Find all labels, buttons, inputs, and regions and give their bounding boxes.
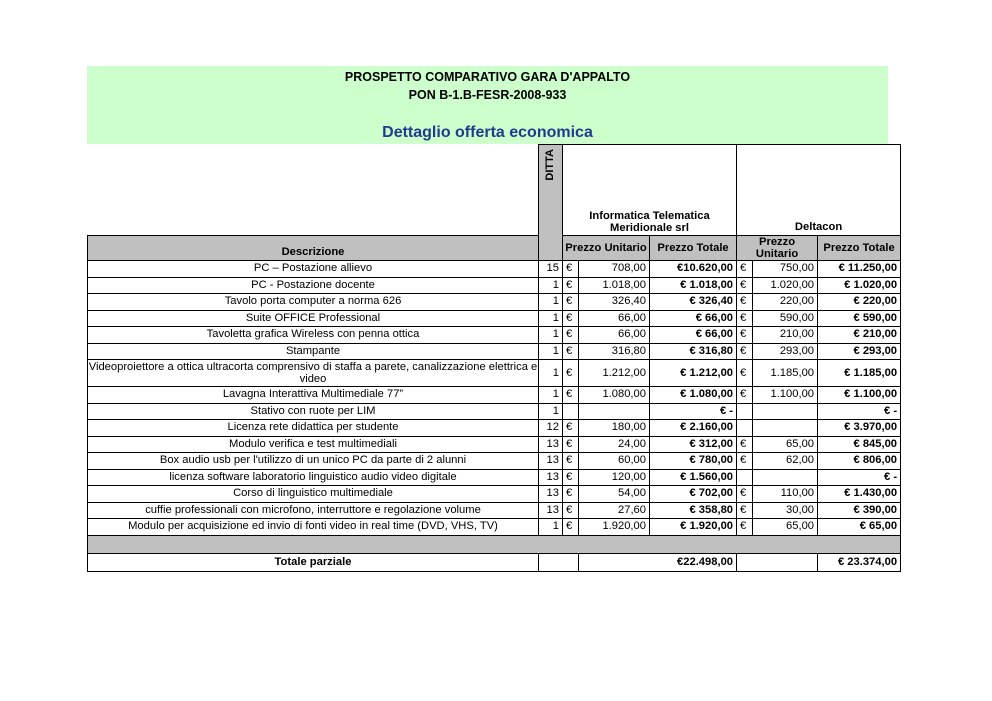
table-row [88,261,901,278]
c1-currency: € [563,387,579,404]
c1-currency: € [563,343,579,360]
c1-total-price: € 1.920,00 [650,519,737,536]
table-row [88,327,901,344]
c2-total-price: € 845,00 [818,436,901,453]
c2-total-price: € 1.185,00 [818,360,901,387]
c1-unit-price: 326,40 [579,294,650,311]
item-quantity: 1 [539,277,563,294]
item-quantity: 13 [539,453,563,470]
item-description: PC – Postazione allievo [88,261,539,278]
c1-unit-price: 1.920,00 [579,519,650,536]
c2-currency: € [737,310,753,327]
table-row [88,310,901,327]
c2-unit-price: 210,00 [753,327,818,344]
item-description: licenza software laboratorio linguistico audio video digitale [88,469,539,486]
item-quantity: 1 [539,403,563,420]
c2-currency: € [737,387,753,404]
item-quantity: 13 [539,469,563,486]
header-block [87,66,888,144]
c2-currency [737,469,753,486]
c1-currency: € [563,519,579,536]
c2-unit-price: 1.100,00 [753,387,818,404]
c1-unit-price: 180,00 [579,420,650,437]
c2-total-price: € 390,00 [818,502,901,519]
company1-header [563,145,737,236]
c2-unit-price: 750,00 [753,261,818,278]
c2-unit-price: 220,00 [753,294,818,311]
c1-total-price: € 66,00 [650,310,737,327]
c2-unit-price: 1.020,00 [753,277,818,294]
c1-total-price: € 1.018,00 [650,277,737,294]
c1-unit-price: 1.080,00 [579,387,650,404]
c2-unit-price: 1.185,00 [753,360,818,387]
c1-total-price: € 780,00 [650,453,737,470]
table-row [88,387,901,404]
item-quantity: 1 [539,310,563,327]
c2-currency: € [737,261,753,278]
c2-unit-price: 590,00 [753,310,818,327]
c1-unit-price: 27,60 [579,502,650,519]
item-description: Tavolo porta computer a norma 626 [88,294,539,311]
item-quantity: 1 [539,387,563,404]
c2-grand-total: € 23.374,00 [818,553,901,571]
c1-currency: € [563,261,579,278]
c1-currency: € [563,277,579,294]
c1-total-price: € 2.160,00 [650,420,737,437]
c1-currency: € [563,327,579,344]
c2-currency: € [737,327,753,344]
c1-unit-price: 1.212,00 [579,360,650,387]
item-description: PC - Postazione docente [88,277,539,294]
c2-currency: € [737,277,753,294]
c2-currency: € [737,453,753,470]
table-row [88,519,901,536]
c2-total-price: € 1.430,00 [818,486,901,503]
c1-currency: € [563,469,579,486]
item-description: Videoproiettore a ottica ultracorta comprensivo di staffa a parete, canalizzazione elettrica e video [88,361,538,385]
c2-total-price: € 220,00 [818,294,901,311]
c1-currency: € [563,486,579,503]
c1-total-price: € 326,40 [650,294,737,311]
c1-total-price: €10.620,00 [650,261,737,278]
c1-grand-total: €22.498,00 [579,553,737,571]
table-row [88,502,901,519]
totals-spacer [737,553,818,571]
c1-currency: € [563,502,579,519]
item-description: Licenza rete didattica per studente [88,420,539,437]
item-quantity: 13 [539,502,563,519]
totals-spacer [539,553,579,571]
totals-row [88,553,901,571]
item-description: Stampante [88,343,539,360]
company2-header [737,145,901,236]
c2-currency [737,420,753,437]
c2-currency: € [737,436,753,453]
c2-total-price: € 806,00 [818,453,901,470]
c2-currency: € [737,502,753,519]
table-row [88,360,901,387]
company1-name: Informatica Telematica Meridionale srl [589,210,710,234]
table-row [88,469,901,486]
c1-unit-price: 66,00 [579,310,650,327]
item-description: Box audio usb per l'utilizzo di un unico PC da parte di 2 alunni [88,453,539,470]
c2-unit-price: 65,00 [753,519,818,536]
page-title: PROSPETTO COMPARATIVO GARA D'APPALTO [344,70,631,84]
company2-name: Deltacon [794,221,843,233]
c1-currency: € [563,436,579,453]
c1-total-price: € 316,80 [650,343,737,360]
page-subtitle: PON B-1.B-FESR-2008-933 [408,88,567,102]
c1-currency: € [563,453,579,470]
c2-unit-price [753,420,818,437]
c1-currency [563,403,579,420]
item-quantity: 12 [539,420,563,437]
c2-total-price: € 11.250,00 [818,261,901,278]
table-row [88,294,901,311]
c1-unit-price: 54,00 [579,486,650,503]
c1-total-price: € - [650,403,737,420]
item-description: Stativo con ruote per LIM [88,403,539,420]
c1-unit-price: 120,00 [579,469,650,486]
c1-unit-price: 24,00 [579,436,650,453]
item-quantity: 15 [539,261,563,278]
c1-currency: € [563,420,579,437]
c2-currency: € [737,294,753,311]
table-row [88,436,901,453]
item-description: Modulo verifica e test multimediali [88,436,539,453]
c2-unit-price [753,469,818,486]
table-row [88,343,901,360]
c1-currency: € [563,360,579,387]
table-row [88,486,901,503]
spreadsheet [87,66,898,572]
c1-unit-price: 708,00 [579,261,650,278]
c1-total-price: € 358,80 [650,502,737,519]
c1-unit-price: 316,80 [579,343,650,360]
c1-total-price: € 66,00 [650,327,737,344]
c1-total-header: Prezzo Totale [650,236,737,261]
c2-total-price: € 1.020,00 [818,277,901,294]
c1-total-price: € 702,00 [650,486,737,503]
c2-total-header: Prezzo Totale [818,236,901,261]
c2-total-price: € 293,00 [818,343,901,360]
c2-total-price: € 590,00 [818,310,901,327]
c2-unit-price: 30,00 [753,502,818,519]
item-quantity: 1 [539,294,563,311]
item-quantity: 13 [539,486,563,503]
c2-unit-price: 110,00 [753,486,818,503]
c2-currency: € [737,360,753,387]
c1-total-price: € 1.212,00 [650,360,737,387]
item-quantity: 1 [539,519,563,536]
ditta-label: DITTA [544,149,556,181]
separator-row [88,535,901,553]
c2-currency: € [737,519,753,536]
item-description: Tavoletta grafica Wireless con penna ottica [88,327,539,344]
description-header: Descrizione [88,236,539,261]
c2-total-price: € - [818,469,901,486]
item-description: Suite OFFICE Professional [88,310,539,327]
item-quantity: 1 [539,327,563,344]
ditta-header [539,145,563,261]
c1-currency: € [563,310,579,327]
c2-currency [737,403,753,420]
item-description: Lavagna Interattiva Multimediale 77” [88,387,539,404]
c1-unit-price: 60,00 [579,453,650,470]
c1-total-price: € 1.080,00 [650,387,737,404]
table-row [88,403,901,420]
c2-unit-price [753,403,818,420]
table-row [88,277,901,294]
c2-total-price: € 65,00 [818,519,901,536]
item-description: Modulo per acquisizione ed invio di fonti video in real time (DVD, VHS, TV) [88,519,539,536]
item-quantity: 1 [539,343,563,360]
c2-total-price: € - [818,403,901,420]
c2-total-price: € 1.100,00 [818,387,901,404]
c2-currency: € [737,486,753,503]
c1-total-price: € 312,00 [650,436,737,453]
c2-unit-price: 293,00 [753,343,818,360]
table-row [88,453,901,470]
c2-unit-price: 62,00 [753,453,818,470]
c1-unit-price: 1.018,00 [579,277,650,294]
section-title: Dettaglio offerta economica [382,124,593,141]
item-quantity: 13 [539,436,563,453]
c1-unit-price [579,403,650,420]
item-description: Corso di linguistico multimediale [88,486,539,503]
c1-unit-header: Prezzo Unitario [563,236,650,261]
c1-unit-price: 66,00 [579,327,650,344]
item-quantity: 1 [539,360,563,387]
totals-label: Totale parziale [88,553,539,571]
offer-table [87,144,901,572]
c2-unit-price: 65,00 [753,436,818,453]
table-row [88,420,901,437]
c2-unit-header: Prezzo Unitario [737,236,818,261]
c1-total-price: € 1.560,00 [650,469,737,486]
c2-currency: € [737,343,753,360]
c2-total-price: € 210,00 [818,327,901,344]
c1-currency: € [563,294,579,311]
item-description: cuffie professionali con microfono, interruttore e regolazione volume [88,502,539,519]
c2-total-price: € 3.970,00 [818,420,901,437]
company-header-row [88,145,901,236]
